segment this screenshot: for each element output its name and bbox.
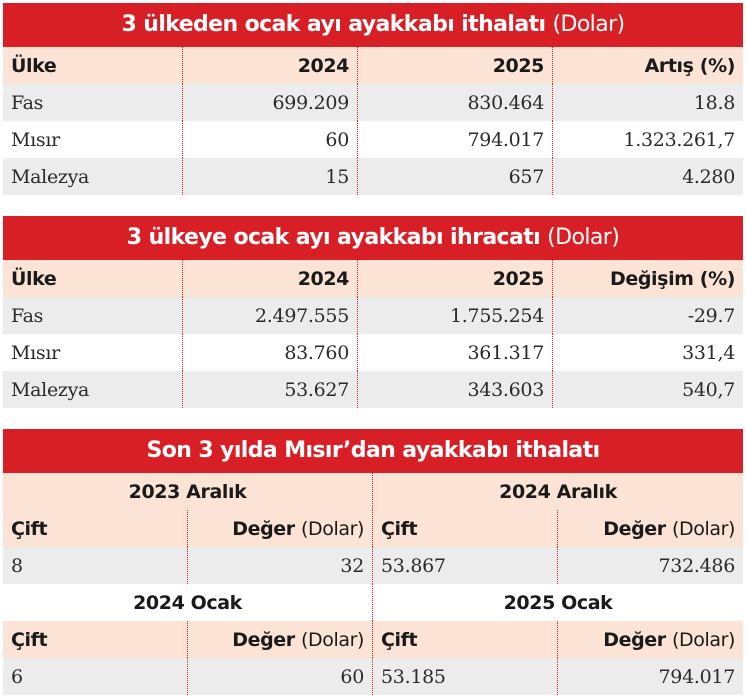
header-value bbox=[558, 510, 743, 547]
import-table bbox=[3, 3, 743, 195]
import-title-text: 3 ülkeden ocak ayı ayakkabı ithalatı bbox=[121, 12, 546, 37]
header-value-label: Değer bbox=[603, 628, 666, 651]
value-2024-cell: 15 bbox=[183, 158, 358, 195]
value-cell: 60 bbox=[188, 658, 373, 695]
change-cell: 18.8 bbox=[693, 91, 735, 114]
export-title-text: 3 ülkeye ocak ayı ayakkabı ihracatı bbox=[126, 225, 541, 250]
period-label: 2023 Aralık bbox=[3, 473, 373, 510]
import-header-row bbox=[3, 47, 743, 84]
header-value-unit: (Dolar) bbox=[300, 628, 364, 651]
value-2025-cell: 1.755.254 bbox=[358, 297, 553, 334]
header-2024: 2024 bbox=[183, 47, 358, 84]
value-cell: 732.486 bbox=[658, 554, 735, 577]
header-value-label: Değer bbox=[232, 517, 295, 540]
header-value-unit: (Dolar) bbox=[671, 517, 735, 540]
egypt-imports-table bbox=[3, 429, 743, 695]
table-row bbox=[3, 658, 743, 695]
export-header-row bbox=[3, 260, 743, 297]
header-value-unit: (Dolar) bbox=[671, 628, 735, 651]
country-cell: Fas bbox=[3, 84, 183, 121]
pairs-cell: 53.185 bbox=[373, 658, 558, 695]
value-2025-cell: 343.603 bbox=[358, 371, 553, 408]
value-cell: 32 bbox=[188, 547, 373, 584]
value-2025-cell: 794.017 bbox=[358, 121, 553, 158]
change-cell: 1.323.261,7 bbox=[623, 128, 735, 151]
import-table-title bbox=[3, 3, 743, 47]
country-cell: Malezya bbox=[3, 371, 183, 408]
period-label: 2025 Ocak bbox=[503, 591, 613, 614]
header-2025: 2025 bbox=[358, 47, 553, 84]
value-cell: 794.017 bbox=[658, 665, 735, 688]
header-pairs: Çift bbox=[3, 510, 188, 547]
table-row bbox=[3, 371, 743, 408]
period-header-row bbox=[3, 584, 743, 621]
table-row bbox=[3, 297, 743, 334]
header-value bbox=[188, 621, 373, 658]
table-row bbox=[3, 334, 743, 371]
export-table bbox=[3, 216, 743, 408]
period-label: 2024 Ocak bbox=[3, 584, 373, 621]
country-cell: Malezya bbox=[3, 158, 183, 195]
period-label: 2024 Aralık bbox=[499, 480, 617, 503]
header-country: Ülke bbox=[3, 47, 183, 84]
column-header-row bbox=[3, 510, 743, 547]
change-cell: 4.280 bbox=[682, 165, 735, 188]
export-title-unit: (Dolar) bbox=[547, 225, 620, 250]
header-value-unit: (Dolar) bbox=[300, 517, 364, 540]
header-pairs: Çift bbox=[3, 621, 188, 658]
table-row bbox=[3, 547, 743, 584]
table-row bbox=[3, 158, 743, 195]
header-2025: 2025 bbox=[358, 260, 553, 297]
value-2024-cell: 60 bbox=[183, 121, 358, 158]
header-value-label: Değer bbox=[603, 517, 666, 540]
value-2025-cell: 830.464 bbox=[358, 84, 553, 121]
pairs-cell: 8 bbox=[3, 547, 188, 584]
header-pairs: Çift bbox=[373, 621, 558, 658]
egypt-table-title: Son 3 yılda Mısır’dan ayakkabı ithalatı bbox=[3, 429, 743, 473]
header-value bbox=[558, 621, 743, 658]
value-2025-cell: 657 bbox=[358, 158, 553, 195]
header-value bbox=[188, 510, 373, 547]
header-pairs: Çift bbox=[373, 510, 558, 547]
table-row bbox=[3, 121, 743, 158]
header-change: Değişim (%) bbox=[609, 267, 735, 290]
import-title-unit: (Dolar) bbox=[552, 12, 625, 37]
export-table-title bbox=[3, 216, 743, 260]
value-2024-cell: 53.627 bbox=[183, 371, 358, 408]
table-row bbox=[3, 84, 743, 121]
value-2025-cell: 361.317 bbox=[358, 334, 553, 371]
header-increase: Artış (%) bbox=[644, 54, 735, 77]
column-header-row bbox=[3, 621, 743, 658]
change-cell: 331,4 bbox=[682, 341, 735, 364]
header-value-label: Değer bbox=[232, 628, 295, 651]
value-2024-cell: 2.497.555 bbox=[183, 297, 358, 334]
period-header-row bbox=[3, 473, 743, 510]
country-cell: Mısır bbox=[3, 334, 183, 371]
change-cell: 540,7 bbox=[682, 378, 735, 401]
change-cell: -29.7 bbox=[687, 304, 735, 327]
pairs-cell: 53.867 bbox=[373, 547, 558, 584]
country-cell: Fas bbox=[3, 297, 183, 334]
country-cell: Mısır bbox=[3, 121, 183, 158]
header-country: Ülke bbox=[3, 260, 183, 297]
value-2024-cell: 83.760 bbox=[183, 334, 358, 371]
value-2024-cell: 699.209 bbox=[183, 84, 358, 121]
header-2024: 2024 bbox=[183, 260, 358, 297]
pairs-cell: 6 bbox=[3, 658, 188, 695]
